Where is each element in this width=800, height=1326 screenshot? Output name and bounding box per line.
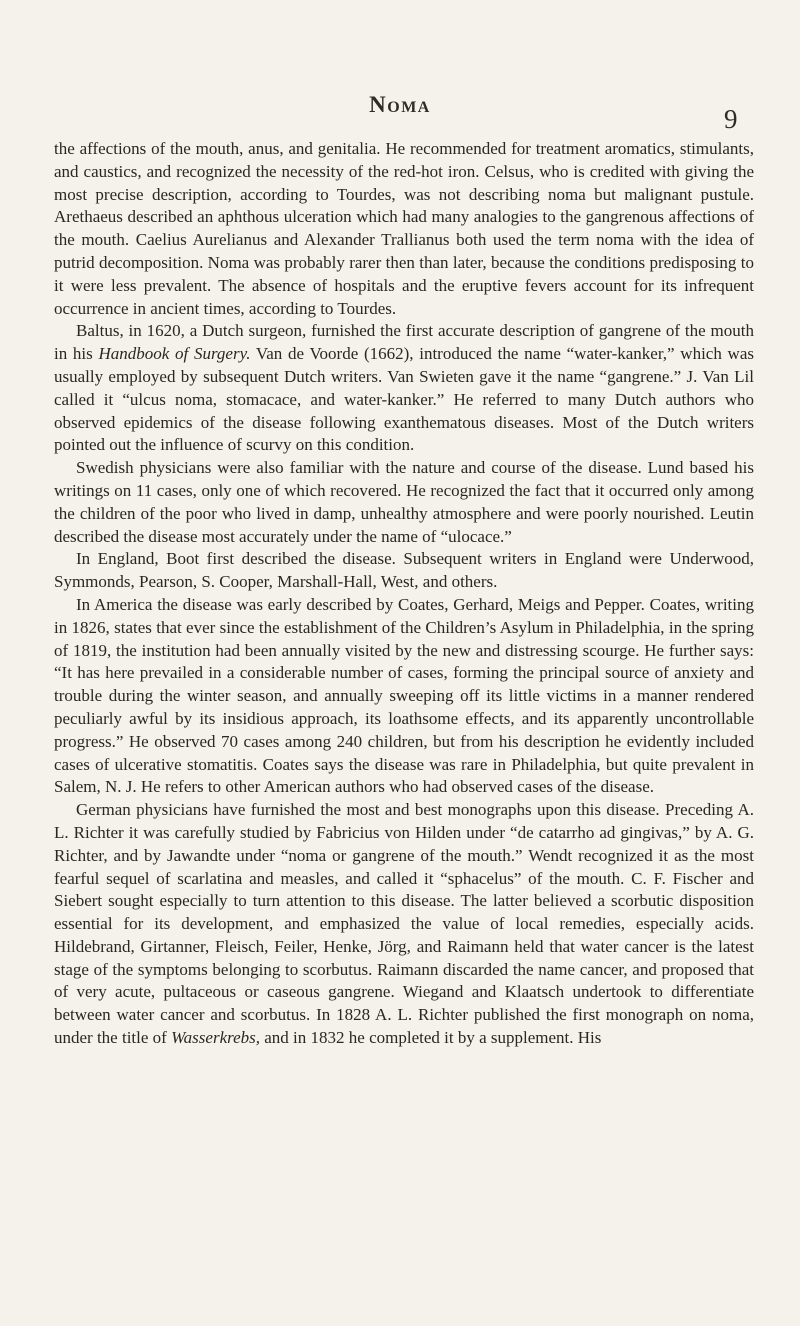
- book-title-handbook: Handbook of Surgery.: [98, 344, 251, 364]
- paragraph-6-start: German physicians have furnished the most and best monographs upon this disease. Preceding A. L. Richter it was carefully studied by Fabricius von Hilden under “de catarrho ad gingivas,” by A. G. Richter, and by Jawandte under “noma or gangrene of the mouth.” Wendt recognized it as the most fearful sequel of scarlatina and measles, and called it “sphacelus” of the mouth. C. F. Fischer and Siebert sought especially to turn attention to this disease. The latter believed a scorbutic disposition essential for its development, and emphasized the value of local remedies, especially acids. Hildebrand, Girtanner, Fleisch, Feiler, Henke, Jörg, and Raimann held that water cancer is the latest stage of the symptoms belonging to scorbutus. Raimann discarded the name cancer, and proposed that of very acute, pultaceous or caseous gangrene. Wiegand and Klaatsch undertook to differentiate between water cancer and scorbutus. In 1828 A. L. Richter published the first monograph on noma, under the title of: [54, 800, 754, 1048]
- page-number: 9: [724, 104, 738, 134]
- paragraph-5: In America the disease was early described by Coates, Gerhard, Meigs and Pepper. Coates, writing in 1826, states that ever since the establishment of the Children’s Asylum in Philadelphia, in the spring of 1819, the institution had been annually visited by the new and distressing scourge. He further says: “It has here prevailed in a considerable number of cases, forming the principal source of anxiety and trouble during the winter season, and annually sweeping off its little victims in a manner rendered peculiarly awful by its insidious approach, its loathsome effects, and its apparently uncontrollable progress.” He observed 70 cases among 240 children, but from his description he evidently included cases of ulcerative stomatitis. Coates says the disease was rare in Philadelphia, but quite prevalent in Salem, N. J. He refers to other American authors who had observed cases of the disease.: [54, 594, 754, 797]
- body-text: [54, 138, 754, 1050]
- paragraph-4: In England, Boot first described the disease. Subsequent writers in England were Underwood, Symmonds, Pearson, S. Cooper, Marshall-Hall, West, and others.: [54, 549, 754, 592]
- book-title-wasserkrebs: Wasserkrebs,: [171, 1028, 261, 1048]
- paragraph-1: the affections of the mouth, anus, and genitalia. He recommended for treatment aromatics, stimulants, and caustics, and recognized the necessity of the red-hot iron. Celsus, who is credited with giving the most precise description, according to Tourdes, was not describing noma but malignant pustule. Arethaeus described an aphthous ulceration which had many analogies to the gangrenous affections of the mouth. Caelius Aurelianus and Alexander Trallianus both used the term noma with the idea of putrid decomposition. Noma was probably rarer then than later, because the conditions predisposing to it were less prevalent. The absence of hospitals and the eruptive fevers account for its infrequent occurrence in ancient times, according to Tourdes.: [54, 139, 754, 318]
- paragraph-2-end: Van de Voorde (1662), introduced the name “water-kanker,” which was usually employed by subsequent Dutch writers. Van Swieten gave it the name “gangrene.” J. Van Lil called it “ulcus noma, stomacace, and water-kanker.” He referred to many Dutch authors who observed epidemics of the disease following exanthematous diseases. Most of the Dutch writers pointed out the influence of scurvy on this condition.: [54, 344, 755, 455]
- paragraph-6: [54, 799, 754, 1050]
- paragraph-6-end: and in 1832 he completed it by a supplement. His: [260, 1028, 602, 1048]
- paragraph-2: [54, 320, 754, 457]
- paragraph-2-start: Baltus, in 1620, a Dutch surgeon, furnished the first accurate description of gangrene of the mouth in his: [54, 321, 754, 364]
- paragraph-3: Swedish physicians were also familiar with the nature and course of the disease. Lund based his writings on 11 cases, only one of which recovered. He recognized the fact that it occurred only among the children of the poor who lived in damp, unhealthy atmosphere and were poorly nourished. Leutin described the disease most accurately under the name of “ulocace.”: [54, 458, 754, 546]
- running-head-title: Noma: [369, 92, 431, 117]
